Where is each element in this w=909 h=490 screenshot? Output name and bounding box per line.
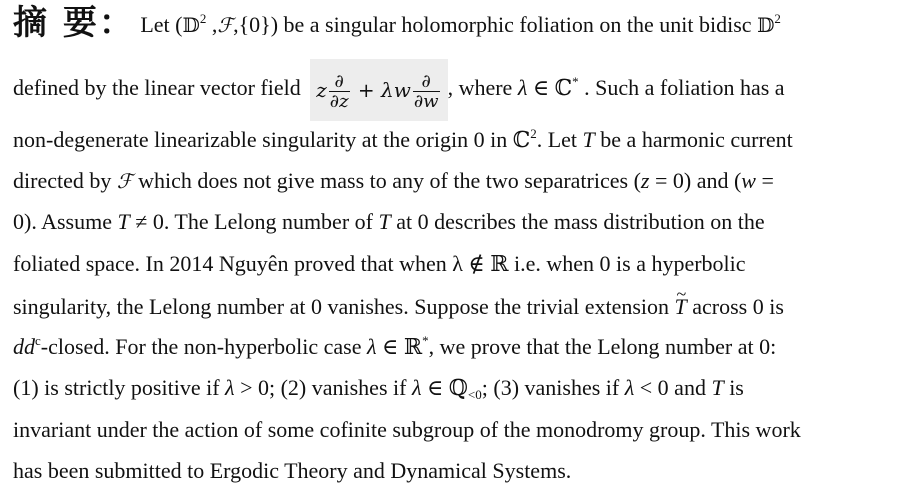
frac-denominator: ∂z — [329, 91, 349, 112]
abstract-line-1 — [13, 3, 781, 43]
abstract-line-9 — [13, 375, 744, 401]
formula-variable-z: z — [316, 78, 327, 102]
line-content: (1) is strictly positive if λ > 0; (2) vanishes if λ ∈ ℚ$_{<0}$; (3) vanishes if λ < 0 and T is — [13, 375, 744, 402]
line-content: invariant under the action of some cofinite subgroup of the monodromy group. This work — [13, 417, 801, 442]
text-run: T — [117, 209, 130, 234]
text-run: 2 — [774, 11, 781, 26]
text-run: ℱ — [217, 13, 234, 37]
text-run: 2 — [199, 11, 207, 26]
abstract-line-4 — [13, 168, 774, 194]
text-run: T — [711, 375, 724, 400]
partial-z-fraction — [329, 72, 350, 111]
abstract-line-11 — [13, 458, 571, 484]
text-run: λ — [225, 375, 235, 400]
text-run: dd — [13, 334, 35, 359]
text-run: 𝔻 — [182, 13, 200, 37]
text-run: ℱ — [116, 169, 133, 193]
text-run — [310, 59, 447, 121]
line-content: non-degenerate linearizable singularity at the origin 0 in ℂ$^2$. Let T be a harmonic current — [13, 126, 793, 152]
abstract-line-7 — [13, 294, 784, 320]
abstract-line-8 — [13, 334, 776, 360]
text-run: * — [572, 74, 579, 90]
text-run: <0 — [467, 387, 482, 402]
line-content: Let (𝔻$^2$ ,ℱ,{0}) be a singular holomorphic foliation on the unit bidisc 𝔻$^2$ — [140, 11, 781, 37]
frac-denominator: ∂w — [413, 91, 439, 112]
abstract-line-5 — [13, 209, 765, 235]
text-run: T — [582, 127, 595, 152]
abstract-line-10 — [13, 417, 801, 443]
frac-numerator: ∂ — [413, 72, 440, 92]
formula-plus-lambda-w: + λw — [351, 78, 411, 102]
abstract-heading: 摘 要： — [13, 3, 135, 43]
text-run: z — [640, 168, 650, 193]
text-run: c — [35, 333, 41, 348]
text-run: λ — [624, 375, 635, 400]
line-content: foliated space. In 2014 Nguyên proved that when λ ∉ ℝ i.e. when 0 is a hyperbolic — [13, 251, 746, 276]
text-run: ~ T — [675, 294, 687, 320]
line-content: 0). Assume T ≠ 0. The Lelong number of T at 0 describes the mass distribution on the — [13, 209, 765, 234]
text-run: 2 — [530, 126, 537, 141]
abstract-line-6 — [13, 251, 746, 277]
text-run: λ — [411, 375, 422, 400]
line-content: directed by ℱ which does not give mass to any of the two separatrices (z = 0) and (w = — [13, 168, 774, 193]
frac-numerator: ∂ — [329, 72, 350, 92]
text-run: T — [378, 209, 391, 234]
abstract-line-3 — [13, 127, 793, 153]
text-run: * — [422, 333, 429, 348]
line-content: $dd^c$-closed. For the non-hyperbolic case λ ∈ ℝ*, we prove that the Lelong number at 0: — [13, 333, 777, 359]
line-content: has been submitted to Ergodic Theory and Dynamical Systems. — [13, 458, 572, 483]
text-run: λ — [367, 334, 377, 359]
abstract-line-2 — [13, 59, 785, 121]
line-content: defined by the linear vector field z $\frac{\partial}{\partial z}$ + λw $\frac{\partial}{\partial w}$ , where λ ∈ ℂ* . Such a foliation has a — [13, 75, 785, 100]
text-run: 𝔻 — [757, 13, 775, 37]
line-content: singularity, the Lelong number at 0 vanishes. Suppose the trivial extension ~ T across 0 is — [13, 294, 784, 319]
text-run: λ — [517, 75, 528, 101]
partial-w-fraction — [413, 72, 440, 111]
text-run: w — [741, 168, 756, 193]
